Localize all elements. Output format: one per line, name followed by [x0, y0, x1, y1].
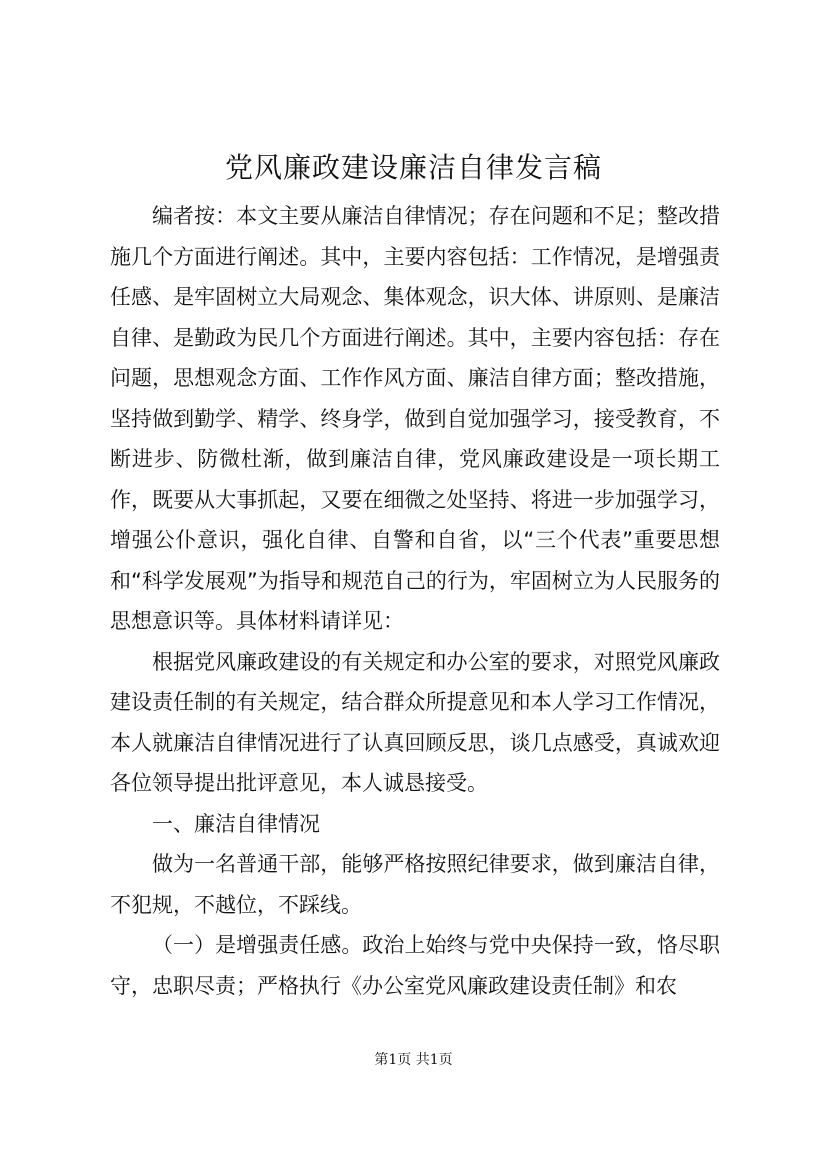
section-paragraph: 做为一名普通干部，能够严格按照纪律要求，做到廉洁自律，不犯规，不越位，不踩线。 — [110, 852, 720, 917]
page-footer: 第1页 共1页 — [374, 1052, 453, 1068]
editor-note-paragraph: 编者按：本文主要从廉洁自律情况；存在问题和不足；整改措施几个方面进行阐述。其中，主要内容包括：工作情况，是增强责任感、是牢固树立大局观念、集体观念，识大体、讲原则、是廉洁自律、是勤政为民几个方面进行阐述。其中，主要内容包括：存在问题，思想观念方面、工作作风方面、廉洁自律方面；整改措施，坚持做到勤学、精学、终身学，做到自觉加强学习，接受教育，不断进步、防微杜渐，做到廉洁自律，党风廉政建设是一项长期工作，既要从大事抓起，又要在细微之处坚持、将进一步加强学习，增强公仆意识，强化自律、自警和自省，以“三个代表”重要思想和“科学发展观”为指导和规范自己的行为，牢固树立为人民服务的思想意识等。具体材料请详见： — [110, 204, 720, 633]
subsection-paragraph: （一）是增强责任感。政治上始终与党中央保持一致，恪尽职守，忠职尽责；严格执行《办公室党风廉政建设责任制》和农 — [110, 933, 720, 998]
document-body — [110, 196, 720, 1006]
intro-paragraph: 根据党风廉政建设的有关规定和办公室的要求，对照党风廉政建设责任制的有关规定，结合群众所提意见和本人学习工作情况，本人就廉洁自律情况进行了认真回顾反思，谈几点感受，真诚欢迎各位领导提出批评意见，本人诚恳接受。 — [110, 649, 720, 795]
document-title: 党风廉政建设廉洁自律发言稿 — [224, 151, 602, 184]
section-heading: 一、廉洁自律情况 — [152, 811, 320, 836]
